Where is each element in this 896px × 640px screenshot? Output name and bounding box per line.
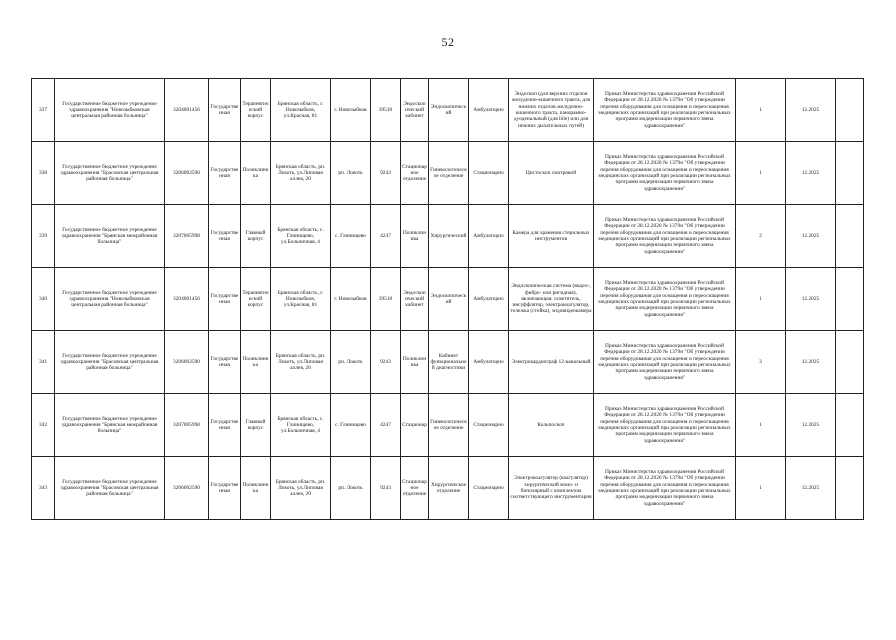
department-profile: Хирургическое отделение — [429, 457, 469, 520]
equipment-name: Камера для хранения стерильных инструментов — [509, 205, 594, 268]
table-row — [32, 394, 864, 457]
row-number: 342 — [32, 394, 55, 457]
regulation-reference: Приказ Министерства здравоохранения Российской Федерации от 28.12.2020 № 1379н "Об утверждении перечня оборудования для оснащения и переоснащения медицинских организаций при реализации региональных программ модернизации первичного звена здравоохранения" — [594, 142, 736, 205]
ownership-type: Государственная — [209, 205, 241, 268]
institution-code: 3206002590 — [165, 331, 209, 394]
equipment-register-table — [31, 78, 864, 520]
delivery-date: 12.2025 — [786, 142, 836, 205]
row-number: 340 — [32, 268, 55, 331]
institution-code: 3207005998 — [165, 394, 209, 457]
care-conditions: Стационарно — [469, 394, 509, 457]
ownership-type: Государственная — [209, 331, 241, 394]
table-row — [32, 205, 864, 268]
institution-code: 3204001456 — [165, 268, 209, 331]
building-name: Поликлиника — [241, 457, 271, 520]
empty-cell — [836, 457, 864, 520]
regulation-reference: Приказ Министерства здравоохранения Российской Федерации от 28.12.2020 № 1379н "Об утверждении перечня оборудования для оснащения и переоснащения медицинских организаций при реализации региональных программ модернизации первичного звена здравоохранения" — [594, 205, 736, 268]
institution-code: 3206002590 — [165, 457, 209, 520]
locality-code: 39510 — [371, 79, 401, 142]
address: Брянская область, с. Глинищево, ул.Больничная, 4 — [271, 205, 331, 268]
institution-name: Государственное бюджетное учреждение здравоохранения "Брянская межрайонная больница" — [55, 394, 165, 457]
locality-code: 9243 — [371, 331, 401, 394]
delivery-date: 12.2025 — [786, 394, 836, 457]
delivery-date: 12.2025 — [786, 79, 836, 142]
address: Брянская область, г. Новозыбков, ул.Красная, 81 — [271, 79, 331, 142]
unit-name: Поликлиника — [401, 331, 429, 394]
ownership-type: Государственная — [209, 142, 241, 205]
empty-cell — [836, 268, 864, 331]
locality: с. Глинищево — [331, 205, 371, 268]
locality: рп. Локоть — [331, 457, 371, 520]
equipment-name: Цистоскоп смотровой — [509, 142, 594, 205]
ownership-type: Государственная — [209, 79, 241, 142]
quantity: 1 — [736, 394, 786, 457]
locality-code: 9243 — [371, 457, 401, 520]
care-conditions: Амбулаторно — [469, 331, 509, 394]
regulation-reference: Приказ Министерства здравоохранения Российской Федерации от 28.12.2020 № 1379н "Об утверждении перечня оборудования для оснащения и переоснащения медицинских организаций при реализации региональных программ модернизации первичного звена здравоохранения" — [594, 268, 736, 331]
address: Брянская область, г. Новозыбков, ул.Красная, 81 — [271, 268, 331, 331]
delivery-date: 12.2025 — [786, 205, 836, 268]
institution-name: Государственное бюджетное учреждение здравоохранения "Брянская межрайонная больница" — [55, 205, 165, 268]
regulation-reference: Приказ Министерства здравоохранения Российской Федерации от 28.12.2020 № 1379н "Об утверждении перечня оборудования для оснащения и переоснащения медицинских организаций при реализации региональных программ модернизации первичного звена здравоохранения" — [594, 457, 736, 520]
department-profile: Кабинет функциональной диагностики — [429, 331, 469, 394]
empty-cell — [836, 205, 864, 268]
quantity: 3 — [736, 331, 786, 394]
building-name: Главный корпус — [241, 394, 271, 457]
table-row — [32, 268, 864, 331]
row-number: 337 — [32, 79, 55, 142]
equipment-name: Эндоскоп (для верхних отделов желудочно-кишечного тракта, для нижних отделов желудочно-кишечного тракта, панорамно-дуоденальный (для bile) или для нижних дыхательных путей) — [509, 79, 594, 142]
locality-code: 9243 — [371, 142, 401, 205]
locality: г. Новозыбков — [331, 79, 371, 142]
institution-name: Государственное бюджетное учреждение здравоохранения "Брасовская центральная районная больница" — [55, 457, 165, 520]
institution-name: Государственное бюджетное учреждение здравоохранения "Новозыбковская центральная районная больница" — [55, 79, 165, 142]
unit-name: Стационарное отделение — [401, 142, 429, 205]
department-profile: Эндоскопический — [429, 268, 469, 331]
locality-code: 4247 — [371, 394, 401, 457]
row-number: 343 — [32, 457, 55, 520]
delivery-date: 12.2025 — [786, 268, 836, 331]
address: Брянская область, рп. Локоть, ул.Липовая аллея, 20 — [271, 142, 331, 205]
regulation-reference: Приказ Министерства здравоохранения Российской Федерации от 28.12.2020 № 1379н "Об утверждении перечня оборудования для оснащения и переоснащения медицинских организаций при реализации региональных программ модернизации первичного звена здравоохранения" — [594, 394, 736, 457]
locality: г. Новозыбков — [331, 268, 371, 331]
row-number: 338 — [32, 142, 55, 205]
delivery-date: 12.2025 — [786, 331, 836, 394]
delivery-date: 12.2025 — [786, 457, 836, 520]
empty-cell — [836, 394, 864, 457]
ownership-type: Государственная — [209, 457, 241, 520]
institution-code: 3206002590 — [165, 142, 209, 205]
quantity: 1 — [736, 457, 786, 520]
ownership-type: Государственная — [209, 394, 241, 457]
unit-name: Стационар — [401, 394, 429, 457]
empty-cell — [836, 331, 864, 394]
institution-name: Государственное бюджетное учреждение здравоохранения "Брасовская центральная районная больница" — [55, 331, 165, 394]
unit-name: Стационарное отделение — [401, 457, 429, 520]
table-row — [32, 142, 864, 205]
care-conditions: Амбулаторно — [469, 205, 509, 268]
locality-code: 4247 — [371, 205, 401, 268]
table-row — [32, 331, 864, 394]
building-name: Поликлиника — [241, 142, 271, 205]
equipment-name: Кольпоскоп — [509, 394, 594, 457]
quantity: 1 — [736, 79, 786, 142]
equipment-name: Электрокоагулятор (коагулятор) хирургический моно- и биполярный с комплектом соответствующего инструментария — [509, 457, 594, 520]
building-name: Главный корпус — [241, 205, 271, 268]
unit-name: Поликлиника — [401, 205, 429, 268]
locality-code: 39510 — [371, 268, 401, 331]
institution-code: 3207005998 — [165, 205, 209, 268]
building-name: Поликлиника — [241, 331, 271, 394]
locality: с. Глинищево — [331, 394, 371, 457]
row-number: 339 — [32, 205, 55, 268]
equipment-name: Эндоскопическая система (видео-, фибро- или ригидная), включающая: осветитель, инсуффлятор, электрокоагулятор, тележка (стойка), эндовидеокамера — [509, 268, 594, 331]
quantity: 1 — [736, 268, 786, 331]
address: Брянская область, рп. Локоть, ул.Липовая аллея, 20 — [271, 331, 331, 394]
regulation-reference: Приказ Министерства здравоохранения Российской Федерации от 28.12.2020 № 1379н "Об утверждении перечня оборудования для оснащения и переоснащения медицинских организаций при реализации региональных программ модернизации первичного звена здравоохранения" — [594, 331, 736, 394]
locality: рп. Локоть — [331, 331, 371, 394]
address: Брянская область, с. Глинищево, ул.Больничная, 4 — [271, 394, 331, 457]
unit-name: Эндоскопический кабинет — [401, 79, 429, 142]
page-number: 52 — [441, 35, 455, 49]
department-profile: Эндоскопический — [429, 79, 469, 142]
empty-cell — [836, 79, 864, 142]
care-conditions: Амбулаторно — [469, 79, 509, 142]
care-conditions: Стационарно — [469, 457, 509, 520]
empty-cell — [836, 142, 864, 205]
table-row — [32, 457, 864, 520]
quantity: 2 — [736, 205, 786, 268]
department-profile: Гинекологическое отделение — [429, 394, 469, 457]
regulation-reference: Приказ Министерства здравоохранения Российской Федерации от 28.12.2020 № 1379н "Об утверждении перечня оборудования для оснащения и переоснащения медицинских организаций при реализации региональных программ модернизации первичного звена здравоохранения" — [594, 79, 736, 142]
equipment-name: Электрокардиограф 12-канальный — [509, 331, 594, 394]
care-conditions: Стационарно — [469, 142, 509, 205]
table-body — [32, 79, 864, 520]
unit-name: Эндоскопический кабинет — [401, 268, 429, 331]
row-number: 341 — [32, 331, 55, 394]
quantity: 1 — [736, 142, 786, 205]
institution-code: 3204001456 — [165, 79, 209, 142]
institution-name: Государственное бюджетное учреждение здравоохранения "Новозыбковская центральная районная больница" — [55, 268, 165, 331]
care-conditions: Амбулаторно — [469, 268, 509, 331]
building-name: Терапевтический корпус — [241, 268, 271, 331]
locality: рп. Локоть — [331, 142, 371, 205]
table-row — [32, 79, 864, 142]
address: Брянская область, рп. Локоть, ул.Липовая аллея, 20 — [271, 457, 331, 520]
ownership-type: Государственная — [209, 268, 241, 331]
department-profile: Гинекологическое отделение — [429, 142, 469, 205]
building-name: Терапевтический корпус — [241, 79, 271, 142]
institution-name: Государственное бюджетное учреждение здравоохранения "Брасовская центральная районная больница" — [55, 142, 165, 205]
department-profile: Хирургический — [429, 205, 469, 268]
